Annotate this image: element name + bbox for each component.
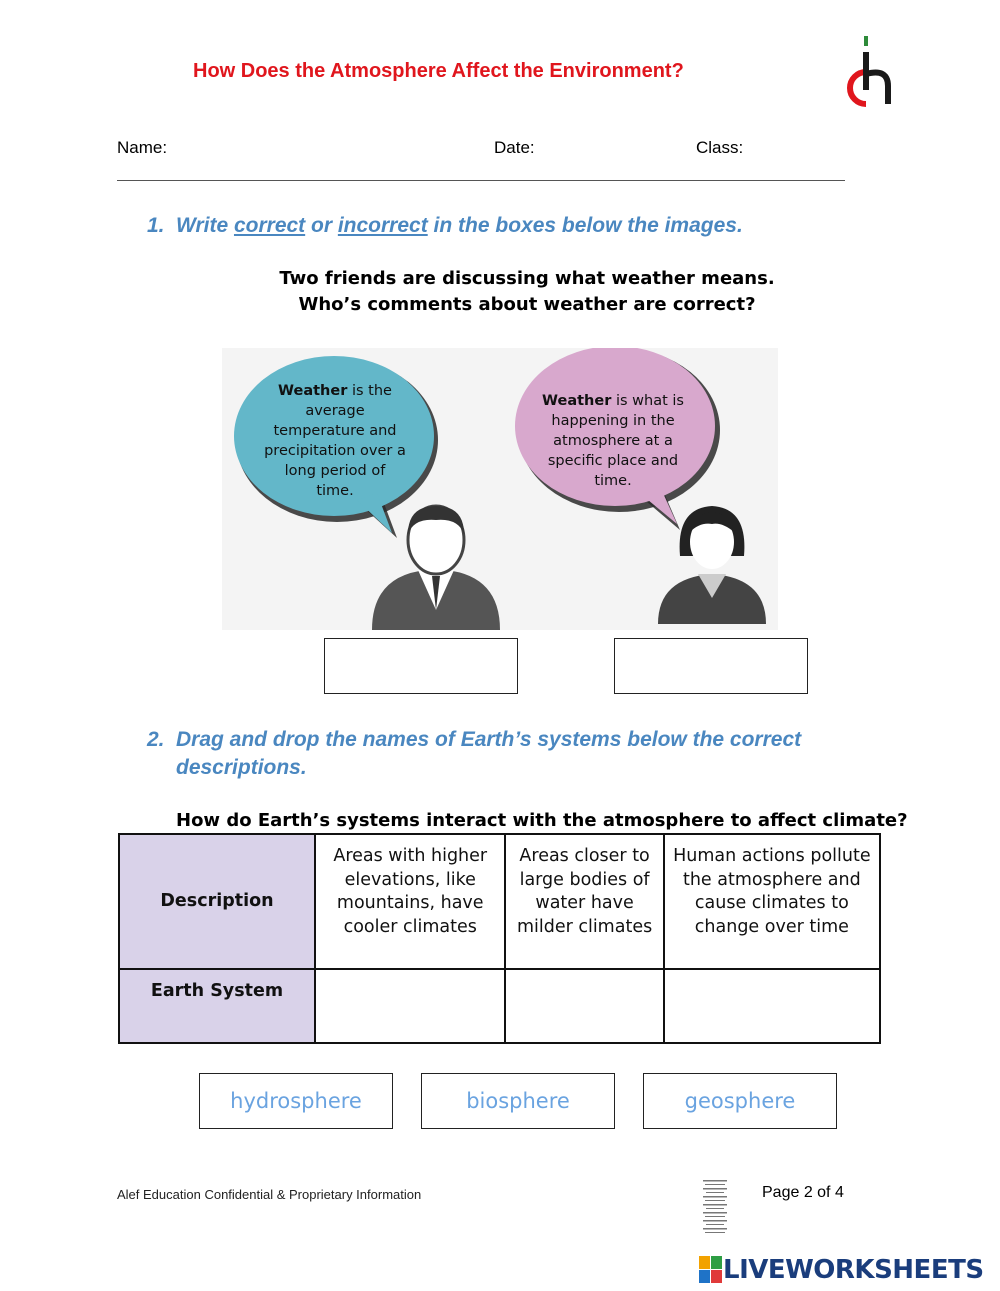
- question-1-number: 1.: [147, 214, 165, 237]
- question-2-number: 2.: [147, 728, 165, 751]
- alef-logo-icon: [836, 34, 896, 110]
- option-hydrosphere[interactable]: hydrosphere: [199, 1073, 393, 1129]
- liveworksheets-brand: LIVEWORKSHEETS: [723, 1255, 984, 1285]
- description-cell-3: Human actions pollute the atmosphere and cause climates to change over time: [664, 834, 880, 969]
- header-divider: [117, 180, 845, 181]
- name-label: Name:: [117, 138, 168, 157]
- speech-bubble-left: Weather is the average temperature and precipitation over a long period of time.: [264, 383, 406, 499]
- earth-system-header: Earth System: [119, 969, 315, 1043]
- date-label: Date:: [494, 138, 535, 157]
- description-header: Description: [119, 834, 315, 969]
- liveworksheets-logo: [699, 1255, 984, 1285]
- answer-box-left[interactable]: [324, 638, 518, 694]
- barcode-icon: [703, 1180, 727, 1234]
- drop-target-3[interactable]: [664, 969, 880, 1043]
- class-label: Class:: [696, 138, 744, 157]
- word-incorrect: incorrect: [337, 214, 428, 237]
- description-cell-2: Areas closer to large bodies of water have milder climates: [505, 834, 663, 969]
- drop-target-2[interactable]: [505, 969, 663, 1043]
- speech-bubble-right: Weather is what is happening in the atmosphere at a specific place and time.: [542, 393, 684, 489]
- earth-system-row: [119, 969, 880, 1043]
- drop-target-1[interactable]: [315, 969, 505, 1043]
- page-title: How Does the Atmosphere Affect the Environment?: [193, 60, 684, 82]
- confidential-note: Alef Education Confidential & Proprietary Information: [117, 1187, 422, 1202]
- option-geosphere[interactable]: geosphere: [643, 1073, 837, 1129]
- description-cell-1: Areas with higher elevations, like mountains, have cooler climates: [315, 834, 505, 969]
- earth-systems-table: [118, 833, 881, 1044]
- word-correct: correct: [233, 214, 306, 237]
- page-number: Page 2 of 4: [762, 1184, 844, 1201]
- liveworksheets-badge-icon: [699, 1256, 723, 1284]
- question-1-instruction: 1. Write correct or incorrect in the boxes below the images.: [147, 212, 743, 240]
- question-2-prompt: How do Earth’s systems interact with the atmosphere to affect climate?: [176, 810, 908, 831]
- option-biosphere[interactable]: biosphere: [421, 1073, 615, 1129]
- question-1-prompt: Two friends are discussing what weather means. Who’s comments about weather are correct?: [279, 268, 775, 315]
- answer-box-right[interactable]: [614, 638, 808, 694]
- question-2-instruction: 2. Drag and drop the names of Earth’s systems below the correct descriptions.: [147, 728, 802, 779]
- description-row: [119, 834, 880, 969]
